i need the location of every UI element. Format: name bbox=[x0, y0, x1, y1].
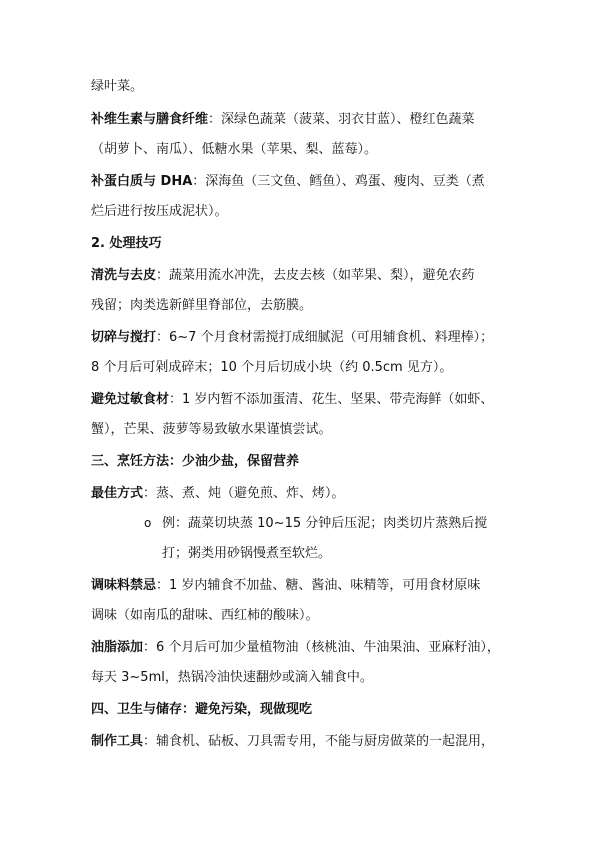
paragraph-line bbox=[91, 203, 228, 220]
item-label: 切碎与搅打 bbox=[91, 330, 157, 345]
paragraph-line bbox=[91, 359, 452, 376]
line-text: 残留；肉类选新鲜里脊部位，去筋膜。 bbox=[91, 298, 313, 313]
item-text: ：6~7 个月食材需搅打成细腻泥（可用辅食机、料理棒）； bbox=[156, 330, 494, 345]
paragraph-line bbox=[91, 141, 377, 158]
paragraph-washing bbox=[91, 267, 475, 284]
paragraph-line bbox=[91, 297, 312, 314]
paragraph-line bbox=[91, 421, 332, 438]
item-text: ：深海鱼（三文鱼、鳕鱼）、鸡蛋、瘦肉、豆类（煮 bbox=[192, 174, 485, 189]
bullet-glyph: o bbox=[144, 516, 152, 530]
item-label: 油脂添加 bbox=[91, 640, 144, 655]
line-text: 蟹），芒果、菠萝等易致敏水果谨慎尝试。 bbox=[91, 422, 332, 437]
section-heading-hygiene bbox=[91, 701, 312, 718]
item-label: 补维生素与膳食纤维 bbox=[91, 112, 209, 127]
item-label: 避免过敏食材 bbox=[91, 392, 170, 407]
paragraph-vitamins bbox=[91, 111, 475, 128]
item-label: 制作工具 bbox=[91, 734, 144, 749]
line-text: （胡萝卜、南瓜）、低糖水果（苹果、梨、蓝莓）。 bbox=[91, 142, 378, 157]
paragraph-best-method bbox=[91, 485, 345, 502]
heading-text: 三、烹饪方法：少油少盐，保留营养 bbox=[91, 454, 300, 469]
list-bullet bbox=[144, 515, 151, 532]
item-label: 调味料禁忌 bbox=[91, 578, 157, 593]
item-text: ：蒸、煮、炖（避免煎、炸、烤）。 bbox=[143, 486, 345, 501]
item-label: 补蛋白质与 DHA bbox=[91, 174, 193, 189]
item-label: 清洗与去皮 bbox=[91, 268, 157, 283]
paragraph-chopping bbox=[91, 329, 493, 346]
paragraph-line bbox=[91, 607, 319, 624]
item-text: ：1 岁内暂不添加蛋清、花生、坚果、带壳海鲜（如虾、 bbox=[169, 392, 494, 407]
line-text: 绿叶菜。 bbox=[91, 79, 144, 94]
paragraph-protein bbox=[91, 173, 485, 190]
heading-text: 2. 处理技巧 bbox=[91, 236, 162, 251]
item-label: 最佳方式 bbox=[91, 486, 144, 501]
paragraph-seasoning bbox=[91, 577, 480, 594]
heading-text: 四、卫生与储存：避免污染，现做现吃 bbox=[91, 702, 313, 717]
item-text: ：蔬菜用流水冲洗，去皮去核（如苹果、梨），避免农药 bbox=[156, 268, 475, 283]
line-text: 打；粥类用砂锅慢煮至软烂。 bbox=[162, 546, 332, 561]
paragraph-line bbox=[91, 78, 143, 95]
line-text: 调味（如南瓜的甜味、西红柿的酸味）。 bbox=[91, 608, 319, 623]
line-text: 例：蔬菜切块蒸 10~15 分钟后压泥；肉类切片蒸熟后搅 bbox=[162, 516, 488, 531]
item-text: ：1 岁内辅食不加盐、糖、酱油、味精等，可用食材原味 bbox=[156, 578, 481, 593]
section-heading-cooking bbox=[91, 453, 299, 470]
line-text: 每天 3~5ml，热锅冷油快速翻炒或滴入辅食中。 bbox=[91, 670, 373, 685]
line-text: 烂后进行按压成泥状）。 bbox=[91, 204, 228, 219]
item-text: ：6 个月后可加少量植物油（核桃油、牛油果油、亚麻籽油）， bbox=[143, 640, 500, 655]
list-item-example bbox=[162, 515, 487, 532]
paragraph-tools bbox=[91, 733, 494, 750]
line-text: 8 个月后可剁成碎末；10 个月后切成小块（约 0.5cm 见方）。 bbox=[91, 360, 453, 375]
paragraph-allergens bbox=[91, 391, 493, 408]
paragraph-line bbox=[162, 545, 331, 562]
paragraph-oil bbox=[91, 639, 500, 656]
section-heading-handling bbox=[91, 235, 162, 252]
item-text: ：辅食机、砧板、刀具需专用，不能与厨房做菜的一起混用， bbox=[143, 734, 495, 749]
paragraph-line bbox=[91, 669, 373, 686]
item-text: ：深绿色蔬菜（菠菜、羽衣甘蓝）、橙红色蔬菜 bbox=[208, 112, 475, 127]
